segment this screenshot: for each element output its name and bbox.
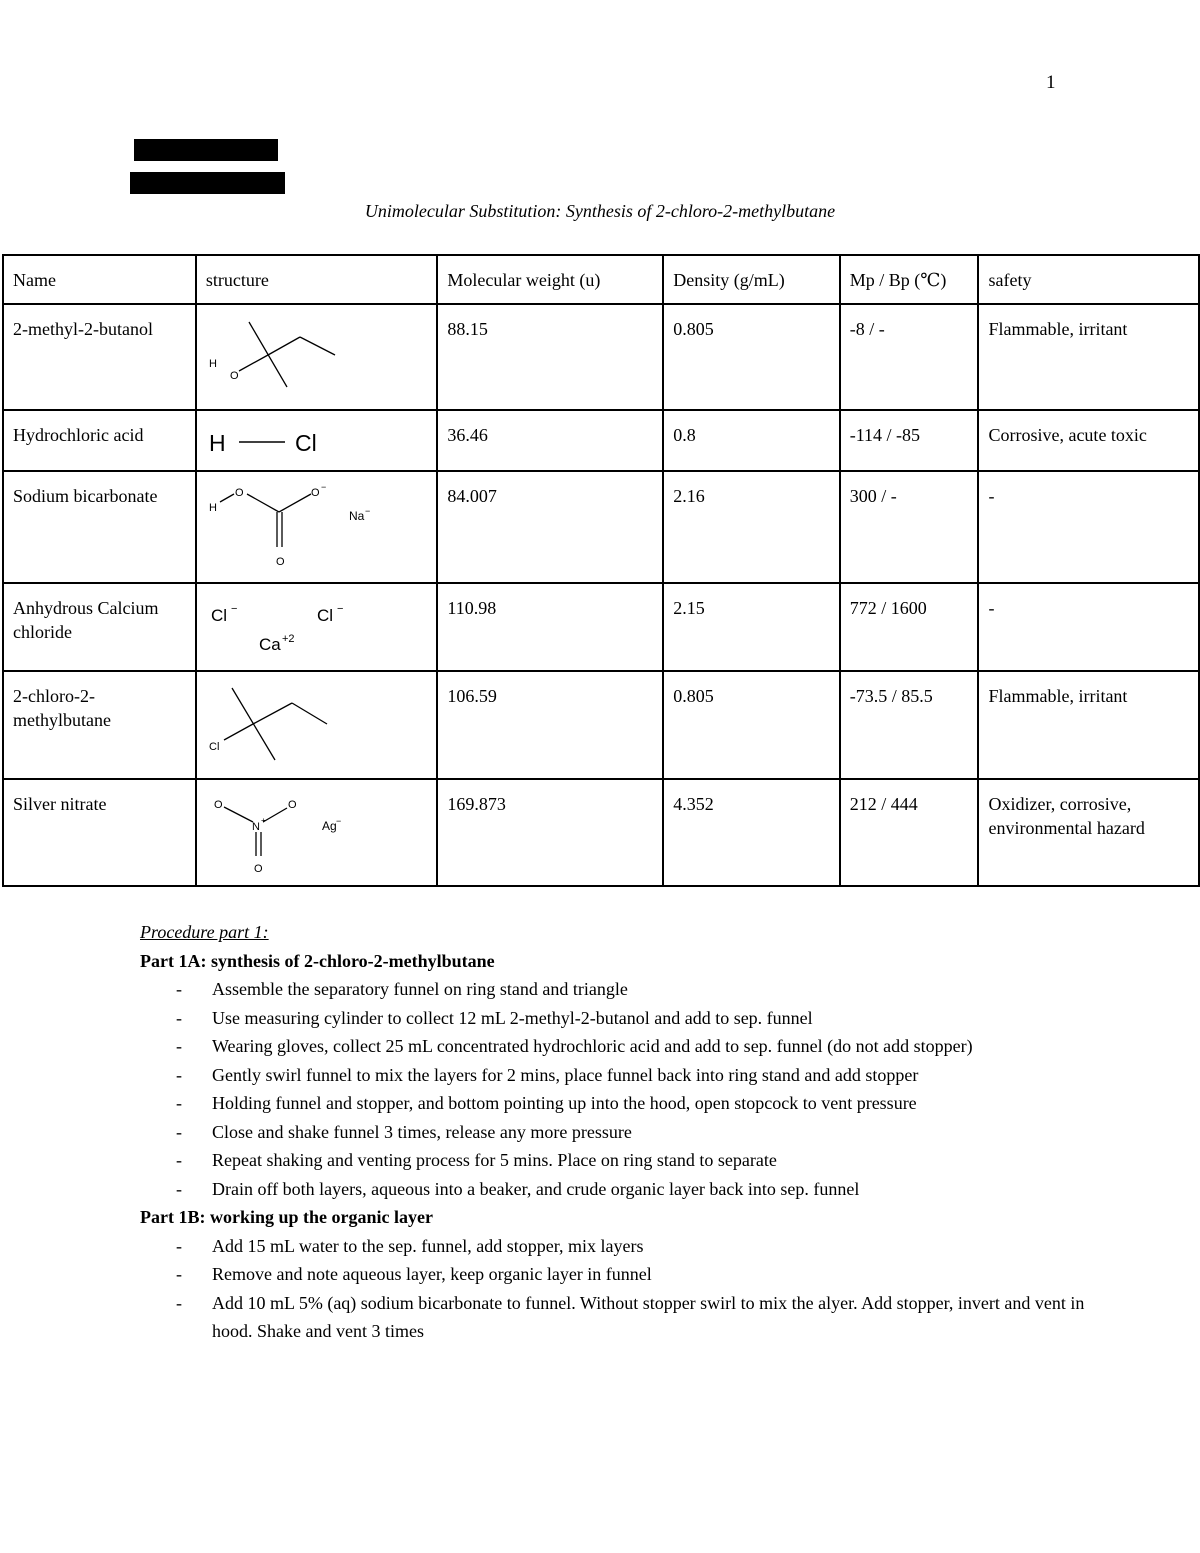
mp-bp: 300 / - — [840, 471, 979, 583]
header-mp-bp: Mp / Bp (℃) — [840, 255, 979, 304]
table-header-row — [3, 255, 1199, 304]
table-row — [3, 583, 1199, 671]
density: 0.805 — [663, 304, 839, 410]
safety: - — [978, 471, 1199, 583]
chemical-name: 2-chloro-2-methylbutane — [3, 671, 196, 779]
list-item: - Add 10 mL 5% (aq) sodium bicarbonate to funnel. Without stopper swirl to mix the alyer. Add stopper, invert and vent in hood. Shake and vent 3 times — [140, 1289, 1100, 1346]
header-safety: safety — [978, 255, 1199, 304]
procedure-section — [140, 918, 1100, 1346]
atom-label: H — [208, 358, 217, 370]
part-1b-steps — [140, 1232, 1100, 1346]
atom-label: H — [208, 502, 217, 514]
molecular-weight: 110.98 — [437, 583, 663, 671]
header-density: Density (g/mL) — [663, 255, 839, 304]
charge-label: − — [364, 506, 371, 516]
page-number: 1 — [1046, 72, 1056, 93]
atom-label: N — [251, 821, 260, 833]
atom-label: O — [310, 487, 320, 499]
density: 0.8 — [663, 410, 839, 471]
structure-cell — [196, 304, 438, 410]
list-item: - Remove and note aqueous layer, keep organic layer in funnel — [140, 1260, 1100, 1289]
list-item: - Holding funnel and stopper, and bottom pointing up into the hood, open stopcock to vent pressure — [140, 1089, 1100, 1118]
redaction-bar — [130, 172, 285, 194]
safety: Flammable, irritant — [978, 671, 1199, 779]
density: 2.15 — [663, 583, 839, 671]
list-item: - Wearing gloves, collect 25 mL concentrated hydrochloric acid and add to sep. funnel (do not add stopper) — [140, 1032, 1100, 1061]
procedure-heading: Procedure part 1: — [140, 922, 269, 942]
molecular-weight: 169.873 — [437, 779, 663, 886]
part-1b-heading: Part 1B: working up the organic layer — [140, 1207, 433, 1227]
density: 0.805 — [663, 671, 839, 779]
structure-cell — [196, 583, 438, 671]
structure-silver-nitrate — [197, 780, 437, 887]
list-item: - Assemble the separatory funnel on ring stand and triangle — [140, 975, 1100, 1004]
header-name: Name — [3, 255, 196, 304]
density: 2.16 — [663, 471, 839, 583]
properties-table — [2, 254, 1200, 887]
atom-label: Cl — [316, 606, 333, 625]
mp-bp: 772 / 1600 — [840, 583, 979, 671]
document-title: Unimolecular Substitution: Synthesis of 2-chloro-2-methylbutane — [364, 201, 836, 221]
structure-calcium-chloride — [197, 584, 437, 672]
atom-label: O — [275, 556, 285, 568]
structure-2-methyl-2-butanol — [197, 305, 437, 411]
atom-label: Cl — [210, 606, 227, 625]
charge-label: +2 — [281, 633, 295, 645]
structure-2-chloro-2-methylbutane — [197, 672, 437, 780]
structure-cell — [196, 671, 438, 779]
list-item: - Add 15 mL water to the sep. funnel, add stopper, mix layers — [140, 1232, 1100, 1261]
part-1a-steps — [140, 975, 1100, 1203]
atom-label: Cl — [294, 430, 317, 456]
structure-hydrochloric-acid — [197, 411, 437, 472]
atom-label: Ca — [258, 635, 281, 654]
chemical-name: Anhydrous Calcium chloride — [3, 583, 196, 671]
redaction-bar — [134, 139, 278, 161]
molecular-weight: 36.46 — [437, 410, 663, 471]
atom-label: O — [229, 370, 239, 382]
molecular-weight: 88.15 — [437, 304, 663, 410]
table-row — [3, 471, 1199, 583]
chemical-name: Hydrochloric acid — [3, 410, 196, 471]
charge-label: − — [336, 603, 344, 615]
charge-label: + — [260, 816, 266, 825]
atom-label: Ag — [321, 819, 337, 833]
molecular-weight: 106.59 — [437, 671, 663, 779]
chemical-name: Silver nitrate — [3, 779, 196, 886]
part-1a-heading: Part 1A: synthesis of 2-chloro-2-methylbutane — [140, 950, 495, 971]
charge-label: − — [320, 482, 327, 492]
mp-bp: -114 / -85 — [840, 410, 979, 471]
mp-bp: 212 / 444 — [840, 779, 979, 886]
structure-cell — [196, 779, 438, 886]
atom-label: Na — [348, 509, 365, 523]
table-row — [3, 671, 1199, 779]
table-row — [3, 304, 1199, 410]
charge-label: − — [335, 816, 342, 826]
list-item: - Use measuring cylinder to collect 12 mL 2-methyl-2-butanol and add to sep. funnel — [140, 1004, 1100, 1033]
atom-label: Cl — [208, 741, 220, 753]
structure-sodium-bicarbonate — [197, 472, 437, 584]
chemical-name: 2-methyl-2-butanol — [3, 304, 196, 410]
molecular-weight: 84.007 — [437, 471, 663, 583]
atom-label: H — [208, 430, 226, 456]
structure-cell — [196, 471, 438, 583]
safety: Oxidizer, corrosive, environmental hazard — [978, 779, 1199, 886]
safety: Corrosive, acute toxic — [978, 410, 1199, 471]
list-item: - Drain off both layers, aqueous into a beaker, and crude organic layer back into sep. funnel — [140, 1175, 1100, 1204]
safety: - — [978, 583, 1199, 671]
table-row — [3, 779, 1199, 886]
atom-label: O — [287, 799, 297, 811]
header-structure: structure — [196, 255, 438, 304]
density: 4.352 — [663, 779, 839, 886]
list-item: - Repeat shaking and venting process for 5 mins. Place on ring stand to separate — [140, 1146, 1100, 1175]
header-molecular-weight: Molecular weight (u) — [437, 255, 663, 304]
chemical-name: Sodium bicarbonate — [3, 471, 196, 583]
atom-label: O — [213, 799, 223, 811]
mp-bp: -8 / - — [840, 304, 979, 410]
atom-label: O — [234, 487, 244, 499]
charge-label: − — [230, 603, 238, 615]
mp-bp: -73.5 / 85.5 — [840, 671, 979, 779]
list-item: - Gently swirl funnel to mix the layers for 2 mins, place funnel back into ring stand and add stopper — [140, 1061, 1100, 1090]
table-row — [3, 410, 1199, 471]
safety: Flammable, irritant — [978, 304, 1199, 410]
atom-label: O — [253, 863, 263, 875]
structure-cell — [196, 410, 438, 471]
list-item: - Close and shake funnel 3 times, release any more pressure — [140, 1118, 1100, 1147]
